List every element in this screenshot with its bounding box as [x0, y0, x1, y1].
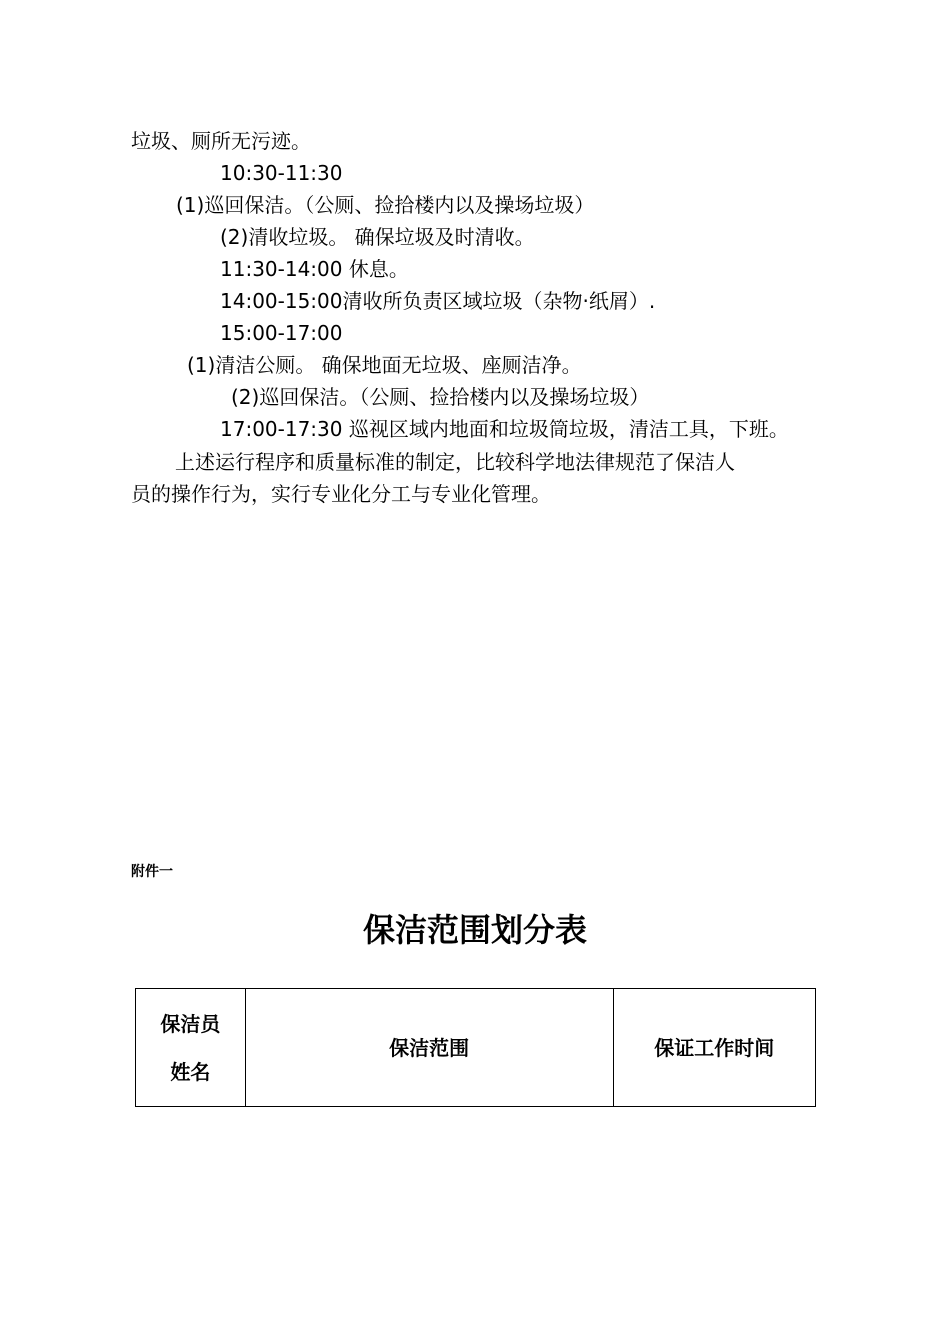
- header-cleaner-name-line2: 姓名: [170, 1059, 211, 1084]
- attachment-label: 附件一: [131, 864, 173, 880]
- body-line-5: 11:30-14:00 休息。: [220, 257, 409, 281]
- header-cleaner-name-line1: 保洁员: [160, 1011, 221, 1036]
- table-header-row: [136, 989, 816, 1107]
- body-line-9: (2)巡回保洁。（公厕、捡拾楼内以及操场垃圾）: [231, 385, 650, 409]
- body-line-8: (1)清洁公厕。 确保地面无垃圾、座厕洁净。: [187, 353, 582, 377]
- body-line-12: 员的操作行为，实行专业化分工与专业化管理。: [131, 482, 551, 506]
- body-line-6: 14:00-15:00清收所负责区域垃圾（杂物·纸屑）.: [220, 289, 656, 313]
- body-line-1: 垃圾、厕所无污迹。: [131, 129, 311, 153]
- header-cleaning-scope: 保洁范围: [245, 989, 613, 1107]
- scope-division-table: [135, 988, 816, 1107]
- body-line-11: 上述运行程序和质量标准的制定，比较科学地法律规范了保洁人: [175, 450, 735, 474]
- body-line-7: 15:00-17:00: [220, 321, 343, 345]
- table-title: 保洁范围划分表: [362, 911, 587, 949]
- header-cleaner-name: [136, 989, 246, 1107]
- body-line-3: (1)巡回保洁。（公厕、捡拾楼内以及操场垃圾）: [176, 193, 595, 217]
- header-guaranteed-work-time: 保证工作时间: [613, 989, 815, 1107]
- body-line-10: 17:00-17:30 巡视区域内地面和垃圾筒垃圾，清洁工具，下班。: [220, 417, 789, 441]
- body-line-2: 10:30-11:30: [220, 161, 343, 185]
- body-line-4: (2)清收垃圾。 确保垃圾及时清收。: [220, 225, 535, 249]
